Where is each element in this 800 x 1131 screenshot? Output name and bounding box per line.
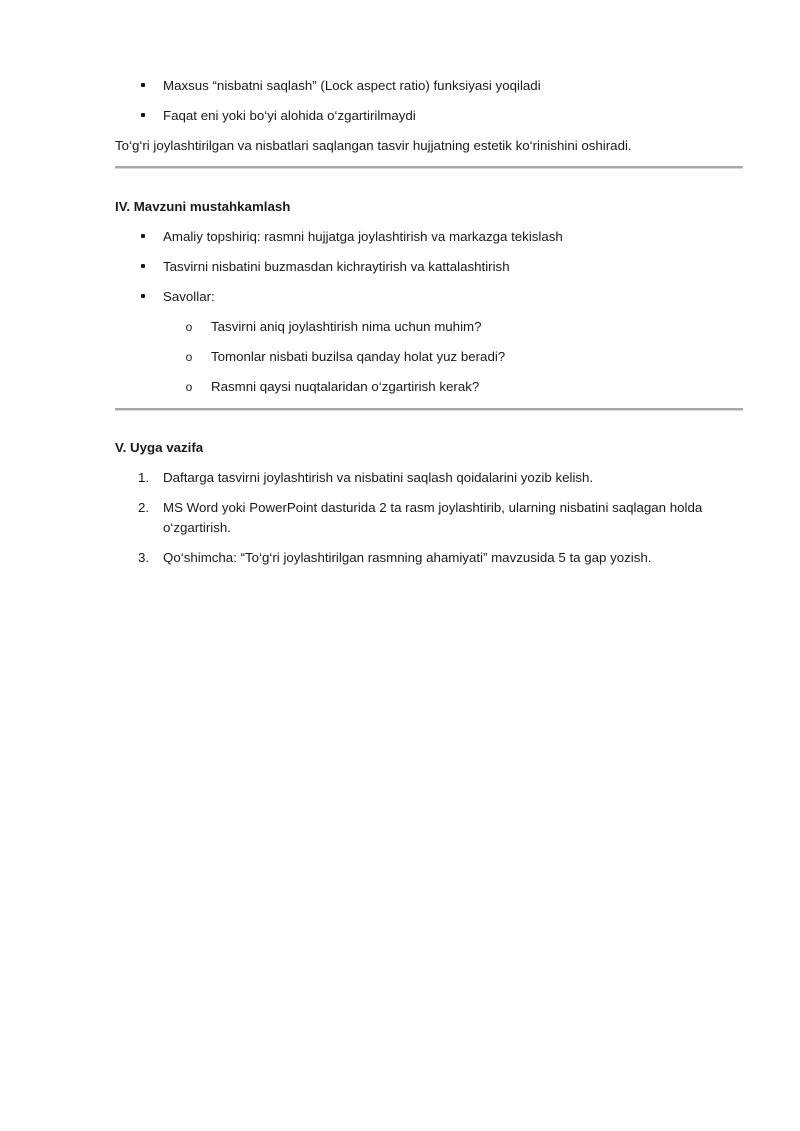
list-item-text: Tasvirni nisbatini buzmasdan kichraytirish va kattalashtirish — [163, 259, 510, 274]
section-divider — [115, 166, 743, 169]
list-item-text: Maxsus “nisbatni saqlash” (Lock aspect ratio) funksiyasi yoqiladi — [163, 78, 541, 93]
sub-list-item-text: Tomonlar nisbati buzilsa qanday holat yuz beradi? — [211, 349, 506, 364]
list-item-text: Faqat eni yoki bo‘yi alohida o‘zgartirilmaydi — [163, 108, 416, 123]
section-divider — [115, 408, 743, 411]
section-heading: IV. Mavzuni mustahkamlash — [115, 199, 291, 214]
section-heading: V. Uyga vazifa — [115, 440, 204, 455]
sub-list-item-text: Tasvirni aniq joylashtirish nima uchun muhim? — [211, 319, 482, 334]
list-item-text: Savollar: — [163, 289, 215, 304]
numbered-item-text: Daftarga tasvirni joylashtirish va nisbatini saqlash qoidalarini yozib kelish. — [163, 470, 594, 485]
bullet-marker — [138, 227, 148, 247]
sub-bullet-marker: o — [185, 320, 193, 334]
item-number: 1. — [138, 470, 150, 485]
numbered-item-text: MS Word yoki PowerPoint dasturida 2 ta rasm joylashtirib, ularning nisbatini saqlagan holda o‘zgartirish. — [163, 500, 703, 535]
sub-bullet-marker: o — [185, 380, 193, 394]
bullet-marker — [138, 257, 148, 277]
bullet-marker — [138, 287, 148, 307]
item-number: 3. — [138, 550, 150, 565]
bullet-marker — [138, 76, 148, 96]
sub-bullet-marker: o — [185, 350, 193, 364]
item-number: 2. — [138, 500, 150, 515]
numbered-item-text: Qo‘shimcha: “To‘g‘ri joylashtirilgan rasmning ahamiyati” mavzusida 5 ta gap yozish. — [163, 550, 652, 565]
list-item-text: Amaliy topshiriq: rasmni hujjatga joylashtirish va markazga tekislash — [163, 229, 563, 244]
sub-list-item-text: Rasmni qaysi nuqtalaridan o‘zgartirish kerak? — [211, 379, 480, 394]
bullet-marker — [138, 106, 148, 126]
summary-paragraph: To‘g‘ri joylashtirilgan va nisbatlari saqlangan tasvir hujjatning estetik ko‘rinishini oshiradi. — [115, 138, 632, 153]
